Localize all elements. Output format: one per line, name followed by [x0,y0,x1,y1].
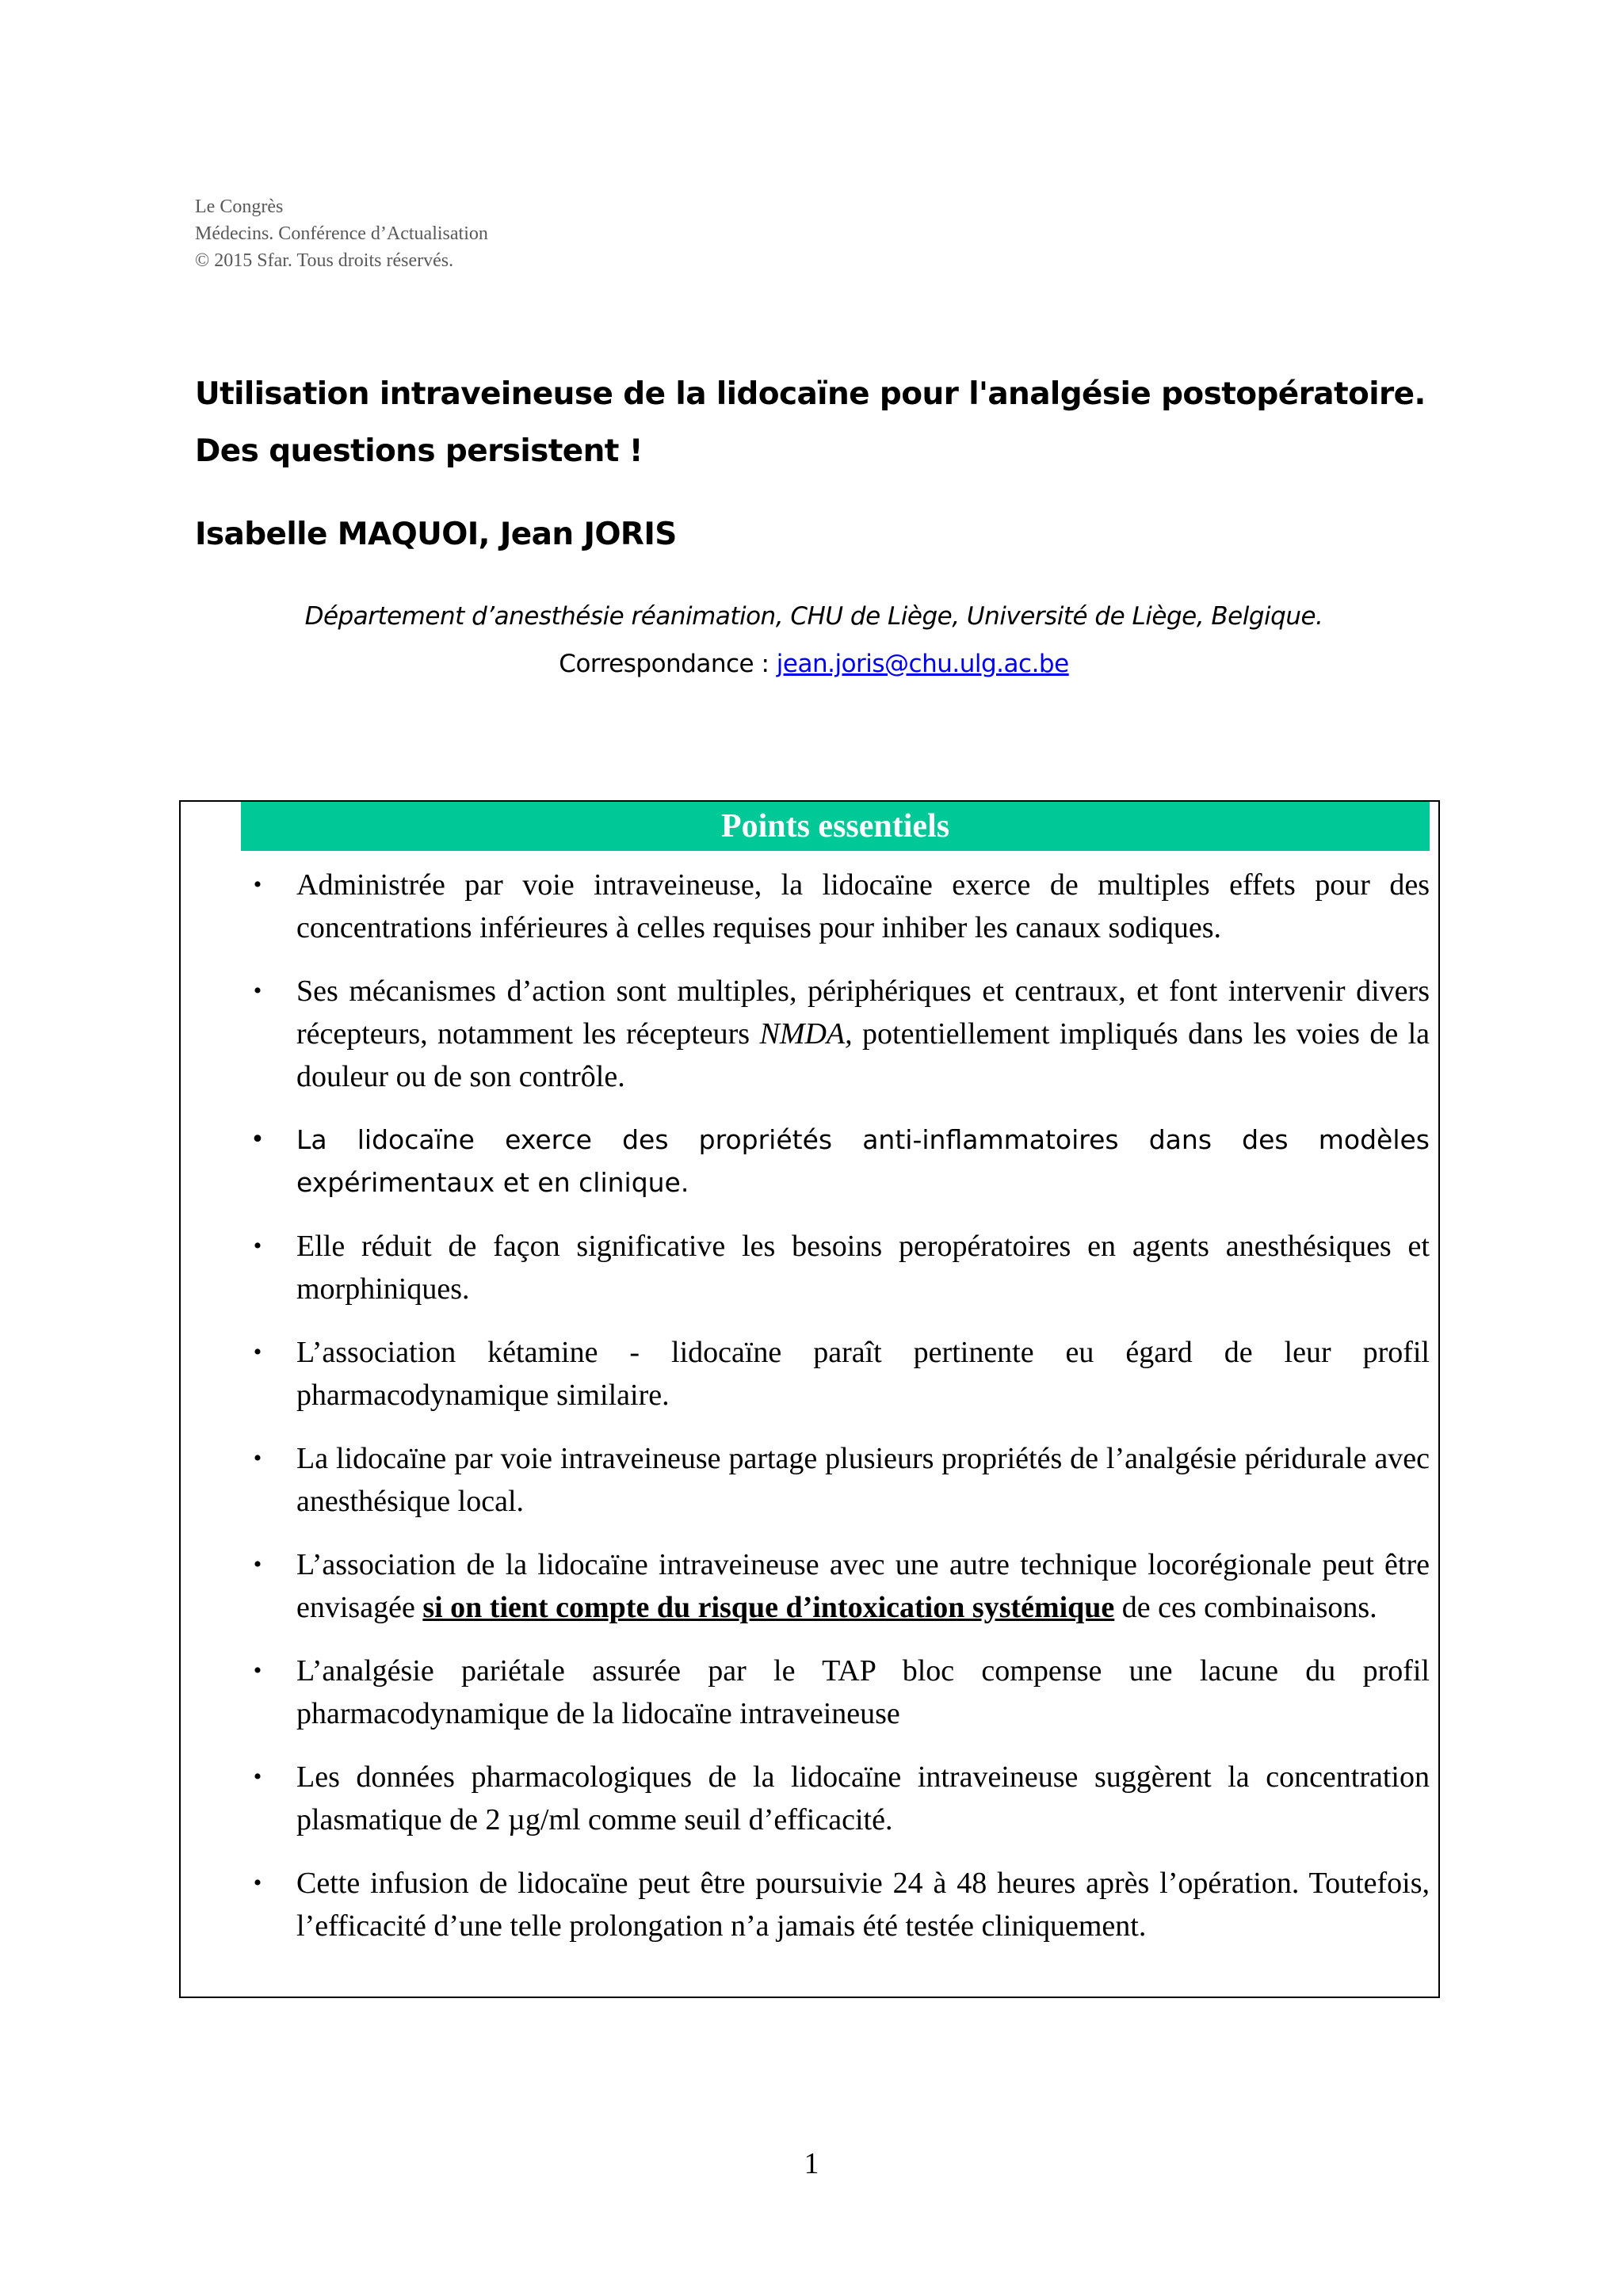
key-point-text: Administrée par voie intraveineuse, la lidocaïne exerce de multiples effets pour des concentrations inférieures à celles requises pour inhiber les canaux sodiques. [296,868,1430,944]
title-line-1: Utilisation intraveineuse de la lidocaïne pour l'analgésie postopératoire. [195,376,1426,412]
key-point-5 [246,1331,1430,1417]
key-point-text: La lidocaïne exerce des propriétés anti-inflammatoires dans des modèles expérimentaux et en clinique. [296,1124,1430,1198]
key-point-7 [246,1543,1430,1629]
bullet-icon: • [253,1445,262,1471]
key-points-heading: Points essentiels [241,802,1430,851]
key-point-text: L’association de la lidocaïne intraveineuse avec une autre technique locorégionale peut être envisagée [296,1548,1430,1624]
bullet-icon: • [253,871,262,898]
key-point-italic: NMDA, [759,1017,853,1051]
key-point-emphasis: si on tient compte du risque d’intoxication systémique [422,1591,1115,1624]
key-point-text-end: de ces combinaisons. [1114,1591,1377,1624]
header-line-copyright: © 2015 Sfar. Tous droits réservés. [195,250,454,271]
title-line-2: Des questions persistent ! [195,433,643,469]
header-line-conference: Médecins. Conférence d’Actualisation [195,223,488,244]
key-point-3 [246,1119,1430,1204]
correspondence [195,640,1433,688]
key-point-text: Les données pharmacologiques de la lidocaïne intraveineuse suggèrent la concentration plasmatique de 2 µg/ml comme seuil d’efficacité. [296,1760,1430,1836]
key-point-text: Cette infusion de lidocaïne peut être poursuivie 24 à 48 heures après l’opération. Toutefois, l’efficacité d’une telle prolongation n’a jamais été testée cliniquement. [296,1867,1430,1943]
key-point-2 [246,970,1430,1098]
key-point-6 [246,1437,1430,1523]
key-point-9 [246,1756,1430,1841]
key-point-1 [246,864,1430,949]
header-lines [195,193,488,274]
bullet-icon: • [253,1551,262,1577]
affiliation: Département d’anesthésie réanimation, CHU de Liège, Université de Liège, Belgique. [304,602,1323,631]
key-point-text: L’analgésie pariétale assurée par le TAP bloc compense une lacune du profil pharmacodynamique de la lidocaïne intraveineuse [296,1654,1430,1730]
authors: Isabelle MAQUOI, Jean JORIS [195,517,677,552]
key-points-list [246,864,1430,1968]
article-title [195,366,1463,480]
bullet-icon: • [253,1657,262,1684]
bullet-icon: • [253,1870,262,1896]
key-point-text: La lidocaïne par voie intraveineuse partage plusieurs propriétés de l’analgésie péridurale avec anesthésique local. [296,1442,1430,1518]
header-line-congress: Le Congrès [195,196,284,217]
key-point-10 [246,1862,1430,1947]
key-point-text-end: potentiellement impliqués dans les voies de la douleur ou de son contrôle. [296,1017,1430,1093]
key-point-8 [246,1650,1430,1735]
bullet-icon: • [253,1233,262,1259]
key-point-4 [246,1225,1430,1310]
bullet-icon: • [253,978,262,1004]
bullet-icon: • [250,1126,265,1154]
key-point-text: Elle réduit de façon significative les besoins peropératoires en agents anesthésiques et morphiniques. [296,1230,1430,1306]
key-point-text: Ses mécanismes d’action sont multiples, périphériques et centraux, et font intervenir divers récepteurs, notamment les récepteurs [296,974,1430,1051]
correspondence-email-link[interactable]: jean.joris@chu.ulg.ac.be [776,650,1069,678]
correspondence-label: Correspondance : [559,650,777,678]
bullet-icon: • [253,1764,262,1790]
key-point-text: L’association kétamine - lidocaïne paraît pertinente eu égard de leur profil pharmacodynamique similaire. [296,1336,1430,1412]
page-number: 1 [804,2147,819,2180]
bullet-icon: • [253,1339,262,1365]
key-points-box [179,800,1440,1998]
